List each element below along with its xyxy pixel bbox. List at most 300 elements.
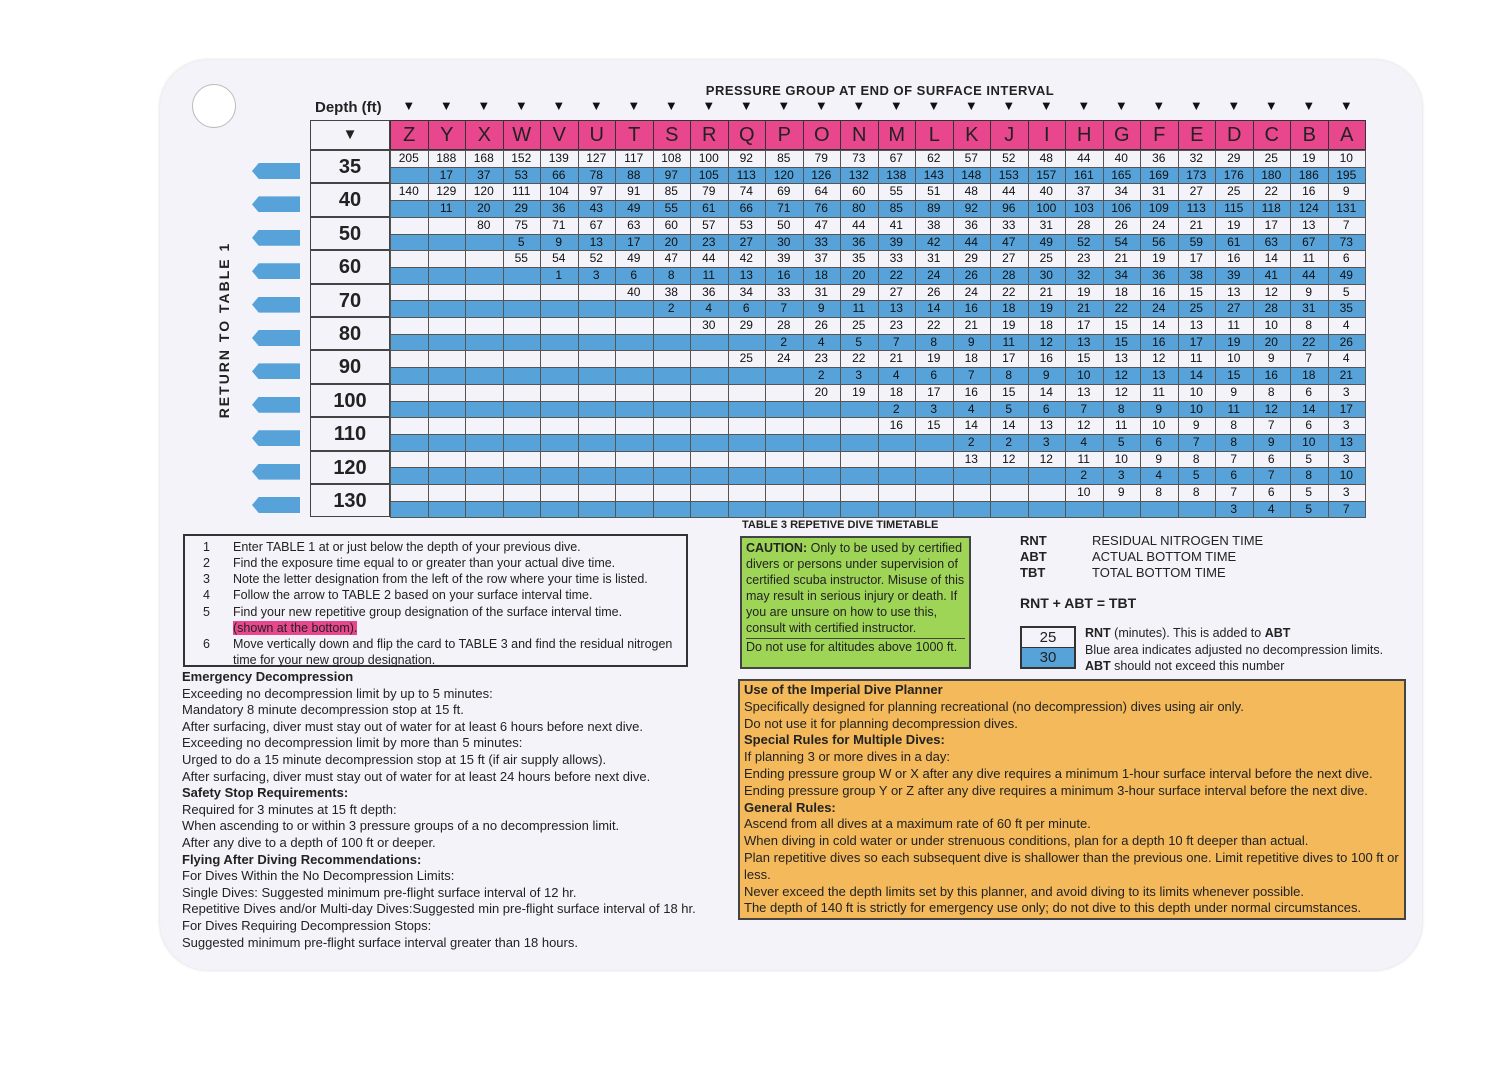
planner-intro-line: Specifically designed for planning recreational (no decompression) dives using air only. <box>744 698 1244 714</box>
rnt-value: 5 <box>1342 284 1350 299</box>
ex1-bold: RNT <box>1085 626 1111 640</box>
abt-value: 106 <box>1111 201 1132 216</box>
abt-value: 76 <box>814 201 828 216</box>
pressure-group-letter: X <box>465 120 504 150</box>
abt-value: 24 <box>1152 301 1166 316</box>
rnt-value: 12 <box>1114 384 1128 399</box>
column-arrow-icon: ▼ <box>477 98 491 113</box>
abt-value: 53 <box>514 167 528 182</box>
abt-value: 18 <box>814 267 828 282</box>
abt-value: 22 <box>889 267 903 282</box>
abt-value: 54 <box>1114 234 1128 249</box>
abt-value: 11 <box>852 301 865 316</box>
column-arrow-icon: ▼ <box>664 98 678 113</box>
formula: RNT + ABT = TBT <box>1020 595 1137 611</box>
rnt-value: 8 <box>1305 318 1313 332</box>
grid-line <box>390 167 1365 168</box>
planner-title: Use of the Imperial Dive Planner <box>744 682 943 697</box>
abt-value: 11 <box>1002 334 1015 349</box>
instruction-number: 5 <box>203 605 210 619</box>
rnt-value: 7 <box>1267 418 1275 433</box>
rnt-value: 79 <box>814 151 828 165</box>
abt-value: 26 <box>1339 334 1353 349</box>
abt-value: 63 <box>1264 234 1278 249</box>
abt-value: 13 <box>1077 334 1091 349</box>
grid-line <box>390 300 1365 301</box>
rnt-value: 3 <box>1342 485 1350 499</box>
abt-value: 96 <box>1002 201 1016 216</box>
rnt-value: 14 <box>1039 384 1053 399</box>
abt-value: 2 <box>667 301 675 316</box>
abt-value: 30 <box>777 234 791 249</box>
rnt-value: 19 <box>927 351 941 366</box>
example-rnt-value: 25 <box>1022 628 1074 648</box>
abt-value: 8 <box>930 334 938 349</box>
abt-value: 1 <box>555 267 563 282</box>
legend-item <box>1020 565 1400 581</box>
rnt-value: 12 <box>1002 451 1016 466</box>
grid-line <box>390 350 1365 351</box>
rnt-value: 50 <box>777 217 791 232</box>
abt-value: 9 <box>1267 434 1275 449</box>
rnt-value: 26 <box>814 318 828 332</box>
ex1-bold2: ABT <box>1264 626 1291 640</box>
abt-value: 12 <box>1114 368 1128 383</box>
rnt-value: 12 <box>1077 418 1091 433</box>
abt-value: 186 <box>1298 167 1319 182</box>
abt-value: 7 <box>1342 501 1350 516</box>
abt-value: 143 <box>923 167 944 182</box>
rnt-value: 18 <box>1114 284 1128 299</box>
rnt-value: 47 <box>814 217 828 232</box>
pressure-group-title: PRESSURE GROUP AT END OF SURFACE INTERVAL <box>705 83 1055 98</box>
grid-line <box>390 150 1365 151</box>
rnt-value: 11 <box>1190 351 1203 366</box>
abt-value: 113 <box>736 167 756 182</box>
depth-value: 100 <box>310 384 390 417</box>
instruction-number: 4 <box>203 588 210 602</box>
abt-value: 7 <box>1267 468 1275 483</box>
abt-value: 2 <box>1080 468 1088 483</box>
abt-value: 67 <box>1302 234 1316 249</box>
instruction-number: 6 <box>203 637 210 651</box>
abt-value: 26 <box>964 267 978 282</box>
rnt-value: 11 <box>1152 384 1165 399</box>
rnt-value: 12 <box>1264 284 1278 299</box>
abt-value: 16 <box>777 267 791 282</box>
rnt-value: 120 <box>473 184 494 199</box>
rnt-value: 31 <box>1152 184 1166 199</box>
pressure-group-letter: H <box>1065 120 1104 150</box>
abt-value: 3 <box>592 267 600 282</box>
abt-value: 11 <box>702 267 715 282</box>
column-arrow-icon: ▼ <box>1002 98 1016 113</box>
column-arrows <box>390 98 1365 118</box>
abt-value: 66 <box>739 201 753 216</box>
rnt-value: 33 <box>777 284 791 299</box>
instruction-number: 3 <box>203 572 210 586</box>
rnt-value: 7 <box>1230 451 1238 466</box>
rnt-value: 73 <box>852 151 866 165</box>
abt-value: 10 <box>1189 401 1203 416</box>
rnt-value: 168 <box>473 151 494 165</box>
rnt-value: 6 <box>1342 251 1350 266</box>
abt-value: 13 <box>889 301 903 316</box>
depth-value: 110 <box>310 417 390 450</box>
rnt-value: 33 <box>1002 217 1016 232</box>
abt-value: 20 <box>852 267 866 282</box>
rnt-value: 25 <box>852 318 866 332</box>
rnt-value: 55 <box>889 184 903 199</box>
abt-value: 105 <box>698 167 719 182</box>
instruction-number: 1 <box>203 540 210 554</box>
abt-value: 109 <box>1148 201 1169 216</box>
pressure-group-letter: G <box>1103 120 1142 150</box>
abt-value: 27 <box>1227 301 1241 316</box>
pressure-group-letter: Q <box>728 120 767 150</box>
rnt-value: 7 <box>1305 351 1313 366</box>
rnt-value: 92 <box>739 151 753 165</box>
flying-line: Single Dives: Suggested minimum pre-flight surface interval of 12 hr. <box>182 884 577 900</box>
rnt-value: 34 <box>739 284 753 299</box>
abt-value: 61 <box>702 201 716 216</box>
abt-value: 176 <box>1223 167 1244 182</box>
legend-item <box>1020 533 1400 549</box>
ex1-text: (minutes). This is added to <box>1110 626 1265 640</box>
rnt-value: 26 <box>1114 217 1128 232</box>
abt-value: 169 <box>1148 167 1169 182</box>
grid-line <box>390 434 1365 435</box>
rnt-value: 23 <box>1077 251 1091 266</box>
rnt-value: 36 <box>1152 151 1166 165</box>
instruction-text: Enter TABLE 1 at or just below the depth of your previous dive. <box>233 540 581 554</box>
rnt-value: 152 <box>511 151 532 165</box>
flying-line: Repetitive Dives and/or Multi-day Dives:Suggested min pre-flight surface interval of 18 hr. <box>182 901 696 917</box>
rnt-value: 91 <box>627 184 641 199</box>
pressure-group-letter: V <box>540 120 579 150</box>
rnt-value: 18 <box>964 351 978 366</box>
return-arrow-icon <box>252 230 300 246</box>
abt-value: 38 <box>1189 267 1203 282</box>
rnt-value: 4 <box>1342 351 1350 366</box>
return-arrow-icon <box>252 497 300 513</box>
rnt-value: 6 <box>1305 384 1313 399</box>
grid-line <box>390 250 1365 251</box>
column-arrow-icon: ▼ <box>1077 98 1091 113</box>
special-rule-line: Ending pressure group Y or Z after any dive requires a minimum 3-hour surface interval before the next dive. <box>744 782 1368 798</box>
flying-line: For Dives Within the No Decompression Limits: <box>182 868 455 884</box>
abt-value: 14 <box>1302 401 1316 416</box>
caution-box <box>740 536 971 669</box>
rnt-value: 12 <box>1152 351 1166 366</box>
abt-value: 14 <box>927 301 941 316</box>
abt-value: 92 <box>964 201 978 216</box>
abt-value: 4 <box>892 368 900 383</box>
abt-value: 120 <box>773 167 794 182</box>
rnt-value: 25 <box>1227 184 1241 199</box>
grid-line <box>390 417 1365 418</box>
abt-value: 2 <box>780 334 788 349</box>
rnt-value: 16 <box>1152 284 1166 299</box>
return-arrow-icon <box>252 263 300 279</box>
abt-value: 9 <box>1042 368 1050 383</box>
abt-value: 11 <box>440 201 453 216</box>
abt-value: 56 <box>1152 234 1166 249</box>
abt-value: 2 <box>892 401 900 416</box>
abt-value: 118 <box>1261 201 1281 216</box>
rnt-value: 140 <box>398 184 419 199</box>
rnt-value: 21 <box>1114 251 1128 266</box>
pressure-group-letter: Z <box>390 120 429 150</box>
rnt-value: 19 <box>1152 251 1166 266</box>
pressure-group-letter: J <box>990 120 1029 150</box>
rnt-value: 67 <box>589 217 603 232</box>
rnt-value: 22 <box>927 318 941 332</box>
grid-line <box>390 217 1365 218</box>
rnt-value: 8 <box>1155 485 1163 499</box>
abt-value: 35 <box>1339 301 1353 316</box>
grid-line <box>390 183 1365 184</box>
abt-value: 71 <box>777 201 791 216</box>
abt-value: 44 <box>964 234 978 249</box>
rnt-value: 31 <box>814 284 828 299</box>
depth-value: 90 <box>310 350 390 383</box>
pressure-group-letter: E <box>1178 120 1217 150</box>
rnt-value: 44 <box>702 251 716 266</box>
rnt-value: 57 <box>964 151 978 165</box>
rnt-value: 205 <box>398 151 419 165</box>
pressure-group-letter: L <box>915 120 954 150</box>
grid-line <box>390 317 1365 318</box>
rnt-value: 17 <box>1002 351 1016 366</box>
abt-value: 24 <box>927 267 941 282</box>
abt-value: 49 <box>1339 267 1353 282</box>
abt-value: 20 <box>664 234 678 249</box>
abt-value: 41 <box>1264 267 1278 282</box>
depth-value: 130 <box>310 484 390 517</box>
abt-value: 115 <box>1224 201 1244 216</box>
depth-value: 70 <box>310 284 390 317</box>
rnt-value: 71 <box>552 217 566 232</box>
abt-value: 85 <box>889 201 903 216</box>
pressure-group-letter: U <box>578 120 617 150</box>
emergency-line: Exceeding no decompression limit by more than 5 minutes: <box>182 735 523 751</box>
abt-value: 36 <box>552 201 566 216</box>
abt-value: 9 <box>555 234 563 249</box>
abt-value: 7 <box>892 334 900 349</box>
column-arrow-icon: ▼ <box>1152 98 1166 113</box>
rnt-value: 23 <box>814 351 828 366</box>
grid-line <box>390 384 1365 385</box>
ex3-bold: ABT <box>1085 659 1111 673</box>
grid-line <box>390 451 1365 452</box>
legend-full: ACTUAL BOTTOM TIME <box>1092 549 1237 564</box>
abt-value: 6 <box>930 368 938 383</box>
rnt-value: 74 <box>739 184 753 199</box>
abt-value: 47 <box>1002 234 1016 249</box>
rnt-value: 64 <box>814 184 828 199</box>
rnt-value: 11 <box>1227 318 1240 332</box>
abt-value: 15 <box>1227 368 1241 383</box>
general-rules <box>744 816 1400 917</box>
abt-value: 5 <box>1192 468 1200 483</box>
rnt-value: 19 <box>1227 217 1241 232</box>
rnt-value: 16 <box>889 418 903 433</box>
abt-value: 13 <box>739 267 753 282</box>
rnt-value: 9 <box>1117 485 1125 499</box>
safety-stop-line: When ascending to or within 3 pressure groups of a no decompression limit. <box>182 818 620 834</box>
pressure-group-letter: Y <box>428 120 467 150</box>
abt-value: 18 <box>1302 368 1316 383</box>
pressure-group-letter: O <box>803 120 842 150</box>
highlight-text: (shown at the bottom). <box>233 621 358 635</box>
abt-value: 138 <box>886 167 907 182</box>
abt-value: 103 <box>1073 201 1094 216</box>
abt-value: 124 <box>1298 201 1319 216</box>
column-arrow-icon: ▼ <box>627 98 641 113</box>
grid-line <box>390 200 1365 201</box>
rnt-value: 13 <box>1227 284 1241 299</box>
abt-value: 12 <box>1264 401 1278 416</box>
rnt-value: 11 <box>1077 451 1090 466</box>
lanyard-hole <box>192 84 236 128</box>
abt-value: 21 <box>1077 301 1091 316</box>
rnt-value: 10 <box>1152 418 1166 433</box>
emergency-line: After surfacing, diver must stay out of water for at least 24 hours before next dive. <box>182 768 651 784</box>
return-arrow-icon <box>252 363 300 379</box>
rnt-value: 5 <box>1305 451 1313 466</box>
legend-full: RESIDUAL NITROGEN TIME <box>1092 533 1264 548</box>
grid-line <box>390 267 1365 268</box>
rnt-value: 17 <box>1264 217 1278 232</box>
grid-line <box>1365 150 1366 518</box>
rnt-value: 10 <box>1264 318 1278 332</box>
pressure-group-letter: P <box>765 120 804 150</box>
rnt-value: 40 <box>1114 151 1128 165</box>
rnt-value: 7 <box>1342 217 1350 232</box>
rnt-value: 139 <box>548 151 569 165</box>
abt-value: 3 <box>1117 468 1125 483</box>
rnt-value: 18 <box>1039 318 1053 332</box>
rnt-value: 52 <box>589 251 603 266</box>
abt-value: 9 <box>967 334 975 349</box>
rnt-value: 31 <box>927 251 941 266</box>
special-rules-title: Special Rules for Multiple Dives: <box>744 732 945 748</box>
legend-abbr: RNT <box>1020 533 1047 548</box>
rnt-value: 22 <box>1264 184 1278 199</box>
pressure-group-letter: N <box>840 120 879 150</box>
rnt-value: 51 <box>927 184 941 199</box>
rnt-value: 127 <box>586 151 607 165</box>
abt-value: 17 <box>439 167 453 182</box>
flying-line: For Dives Requiring Decompression Stops: <box>182 917 432 933</box>
abt-value: 59 <box>1189 234 1203 249</box>
column-arrow-icon: ▼ <box>852 98 866 113</box>
depth-value: 40 <box>310 183 390 216</box>
safety-stop-line: After any dive to a depth of 100 ft or deeper. <box>182 834 436 850</box>
rnt-value: 16 <box>1039 351 1053 366</box>
abt-value: 6 <box>742 301 750 316</box>
abt-value: 12 <box>1039 334 1053 349</box>
rnt-value: 28 <box>1077 217 1091 232</box>
rnt-value: 55 <box>514 251 528 266</box>
abt-value: 132 <box>848 167 869 182</box>
abt-value: 23 <box>702 234 716 249</box>
abt-value: 4 <box>1155 468 1163 483</box>
abt-value: 2 <box>967 434 975 449</box>
flying-title: Flying After Diving Recommendations: <box>182 851 422 867</box>
rnt-value: 11 <box>1302 251 1315 266</box>
rnt-value: 97 <box>589 184 603 199</box>
abt-value: 7 <box>1192 434 1200 449</box>
abt-value: 49 <box>1039 234 1053 249</box>
emergency-section <box>182 669 727 951</box>
planner-rules-box <box>738 679 1406 920</box>
abt-value: 195 <box>1336 167 1357 182</box>
rnt-value: 48 <box>964 184 978 199</box>
rnt-value: 21 <box>1039 284 1053 299</box>
pressure-group-letter: A <box>1328 120 1367 150</box>
rnt-value: 21 <box>1189 217 1203 232</box>
abt-value: 6 <box>1042 401 1050 416</box>
abt-value: 17 <box>627 234 641 249</box>
abt-value: 8 <box>1117 401 1125 416</box>
rnt-value: 13 <box>964 451 978 466</box>
abt-value: 6 <box>1155 434 1163 449</box>
abt-value: 5 <box>1117 434 1125 449</box>
abt-value: 97 <box>664 167 678 182</box>
abt-value: 2 <box>817 368 825 383</box>
rnt-value: 69 <box>777 184 791 199</box>
abt-value: 153 <box>998 167 1019 182</box>
rnt-value: 36 <box>702 284 716 299</box>
safety-stop-lines <box>182 802 727 852</box>
example-explanation <box>1085 625 1405 675</box>
general-rule-line: Ascend from all dives at a maximum rate of 60 ft per minute. <box>744 816 1091 832</box>
planner-intro <box>744 699 1400 733</box>
abt-value: 19 <box>1039 301 1053 316</box>
column-arrow-icon: ▼ <box>1339 98 1353 113</box>
abt-value: 39 <box>889 234 903 249</box>
abt-value: 7 <box>967 368 975 383</box>
pressure-group-letter: F <box>1140 120 1179 150</box>
rnt-value: 13 <box>1302 217 1316 232</box>
abt-value: 28 <box>1264 301 1278 316</box>
abt-value: 66 <box>552 167 566 182</box>
grid-line <box>390 234 1365 235</box>
example-cell <box>1020 626 1076 669</box>
legend-abbr: ABT <box>1020 549 1047 564</box>
rnt-value: 15 <box>1002 384 1016 399</box>
instruction-text: Move vertically down and flip the card to TABLE 3 and find the residual nitrogen time for your new group designation. <box>233 637 673 667</box>
column-arrow-icon: ▼ <box>514 98 528 113</box>
abt-value: 34 <box>1114 267 1128 282</box>
rnt-value: 24 <box>1152 217 1166 232</box>
rnt-value: 7 <box>1230 485 1238 499</box>
special-rules <box>744 749 1400 799</box>
abt-value: 42 <box>927 234 941 249</box>
rnt-value: 5 <box>1305 485 1313 499</box>
rnt-value: 15 <box>1077 351 1091 366</box>
return-arrow-icon <box>252 330 300 346</box>
abt-value: 17 <box>1189 334 1203 349</box>
grid-line <box>390 367 1365 368</box>
rnt-value: 9 <box>1305 284 1313 299</box>
rnt-value: 10 <box>1339 151 1353 165</box>
rnt-value: 22 <box>852 351 866 366</box>
rnt-value: 3 <box>1342 418 1350 433</box>
abt-value: 165 <box>1111 167 1132 182</box>
